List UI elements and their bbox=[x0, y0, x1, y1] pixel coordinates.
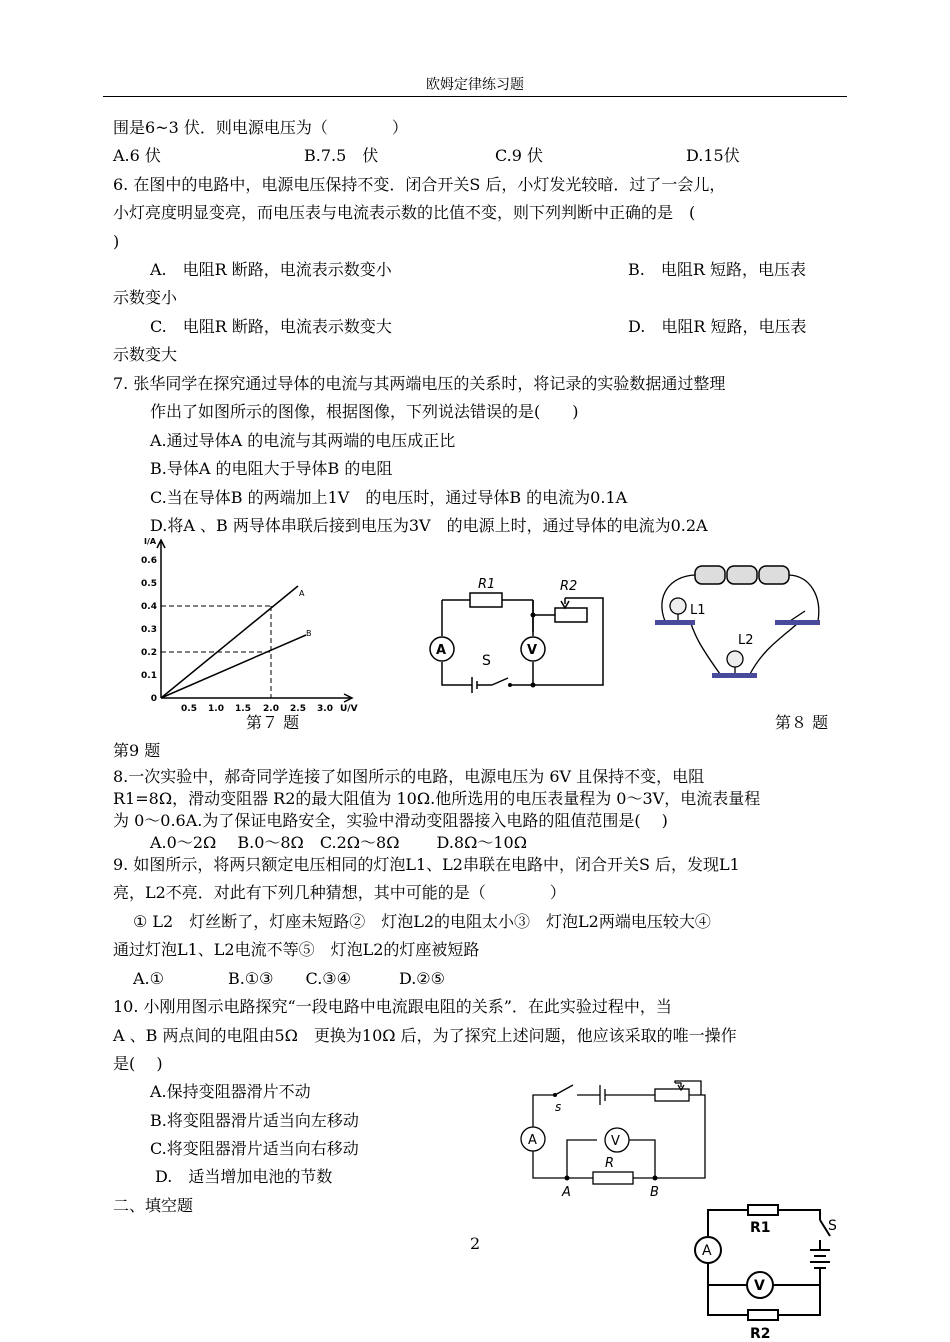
x-tick: 0.5 bbox=[181, 704, 197, 714]
q6-option-d-cont: 示数变大 bbox=[113, 345, 178, 364]
ammeter-label: A bbox=[436, 643, 447, 658]
q5-option-a: A.6 伏 bbox=[113, 146, 161, 165]
q8-line1: 8.一次实验中，郝奇同学连接了如图所示的电路，电源电压为 6V 且保持不变，电阻 bbox=[113, 767, 705, 786]
y-tick: 0 bbox=[150, 694, 157, 704]
circuit-q11 bbox=[688, 1200, 848, 1342]
q8-line3: 为 0～0.6A.为了保证电路安全，实验中滑动变阻器接入电路的阻值范围是( ) bbox=[113, 811, 668, 830]
y-tick: 0.5 bbox=[141, 579, 157, 589]
q9-line4: 通过灯泡L1、L2电流不等⑤ 灯泡L2的灯座被短路 bbox=[113, 940, 480, 959]
q10-voltmeter-label: V bbox=[611, 1134, 620, 1149]
page-number: 2 bbox=[470, 1234, 481, 1253]
q10-switch-label: s bbox=[555, 1100, 562, 1114]
q11-r2-label: R2 bbox=[750, 1326, 771, 1342]
q6-line1: 6. 在图中的电路中，电源电压保持不变．闭合开关S 后，小灯发光较暗．过了一会儿， bbox=[113, 175, 726, 194]
q11-voltmeter-label: V bbox=[754, 1278, 765, 1294]
page-header: 欧姆定律练习题 bbox=[426, 77, 524, 93]
circuit-q10 bbox=[515, 1075, 715, 1203]
q10-option-d: D. 适当增加电池的节数 bbox=[155, 1167, 333, 1186]
r2-label: R2 bbox=[560, 579, 578, 594]
q10-line3: 是( ) bbox=[113, 1054, 163, 1073]
q7-line2: 作出了如图所示的图像，根据图像，下列说法错误的是( ) bbox=[150, 402, 579, 421]
q6-option-c: C. 电阻R 断路，电流表示数变大 bbox=[150, 317, 392, 336]
q7-option-b: B.导体A 的电阻大于导体B 的电阻 bbox=[150, 459, 393, 478]
q10-r-label: R bbox=[605, 1156, 615, 1171]
line-b-label: B bbox=[306, 629, 312, 638]
y-tick: 0.3 bbox=[141, 625, 157, 635]
l2-label: L2 bbox=[738, 633, 754, 648]
x-tick: 2.0 bbox=[263, 704, 279, 714]
q9-line2: 亮，L2不亮．对此有下列几种猜想，其中可能的是（ ） bbox=[113, 883, 566, 902]
y-tick: 0.4 bbox=[141, 602, 157, 612]
q11-r1-label: R1 bbox=[750, 1220, 771, 1236]
q5-option-b: B.7.5 伏 bbox=[304, 146, 379, 165]
q10-ammeter-label: A bbox=[528, 1133, 537, 1148]
q9-line3: ① L2 灯丝断了，灯座未短路② 灯泡L2的电阻太小③ 灯泡L2两端电压较大④ bbox=[133, 912, 711, 931]
q7-line1: 7. 张华同学在探究通过导体的电流与其两端电压的关系时，将记录的实验数据通过整理 bbox=[113, 374, 726, 393]
q10-point-b: B bbox=[650, 1185, 659, 1200]
q6-line2: 小灯亮度明显变亮，而电压表与电流表示数的比值不变，则下列判断中正确的是 ( bbox=[113, 203, 696, 222]
section-title: 二、填空题 bbox=[113, 1196, 194, 1215]
q10-option-a: A.保持变阻器滑片不动 bbox=[150, 1082, 311, 1101]
q5-option-d: D.15伏 bbox=[686, 146, 740, 165]
y-tick: 0.6 bbox=[141, 556, 157, 566]
x-tick: 1.5 bbox=[235, 704, 251, 714]
q6-line3: ) bbox=[113, 232, 120, 251]
q9-options: A.① B.①③ C.③④ D.②⑤ bbox=[133, 969, 445, 988]
q6-option-b: B. 电阻R 短路，电压表 bbox=[628, 260, 806, 279]
q10-line2: A 、B 两点间的电阻由5Ω 更换为10Ω 后，为了探究上述问题，他应该采取的唯一操作 bbox=[113, 1026, 737, 1045]
q10-option-c: C.将变阻器滑片适当向右移动 bbox=[150, 1139, 359, 1158]
voltmeter-label: V bbox=[527, 643, 538, 658]
caption-fig8: 第８ 题 bbox=[775, 713, 829, 732]
q9-line1: 9. 如图所示，将两只额定电压相同的灯泡L1、L2串联在电路中，闭合开关S 后，发现L1 bbox=[113, 855, 740, 874]
x-tick: 3.0 bbox=[317, 704, 333, 714]
q7-option-d: D.将A 、B 两导体串联后接到电压为3V 的电源上时，通过导体的电流为0.2A bbox=[150, 516, 708, 535]
q10-option-b: B.将变阻器滑片适当向左移动 bbox=[150, 1111, 359, 1130]
q11-switch-label: S bbox=[828, 1218, 837, 1234]
q10-line1: 10. 小刚用图示电路探究“一段电路中电流跟电阻的关系”．在此实验过程中，当 bbox=[113, 997, 672, 1016]
line-a-label: A bbox=[299, 589, 305, 598]
y-tick: 0.1 bbox=[141, 671, 157, 681]
q5-option-c: C.9 伏 bbox=[495, 146, 544, 165]
graph-ylabel: I/A bbox=[144, 537, 157, 546]
x-tick: 1.0 bbox=[208, 704, 224, 714]
r1-label: R1 bbox=[478, 577, 496, 592]
caption-fig7: 第７ 题 bbox=[246, 713, 300, 732]
q6-option-d: D. 电阻R 短路，电压表 bbox=[628, 317, 807, 336]
switch-label: S bbox=[482, 653, 491, 669]
q6-option-a: A. 电阻R 断路，电流表示数变小 bbox=[150, 260, 392, 279]
circuit-q9-bulbs bbox=[650, 556, 830, 691]
q6-option-b-cont: 示数变小 bbox=[113, 288, 178, 307]
l1-label: L1 bbox=[690, 603, 706, 618]
iu-graph bbox=[128, 536, 358, 716]
x-tick: 2.5 bbox=[290, 704, 306, 714]
q8-options: A.0～2Ω B.0～8Ω C.2Ω～8Ω D.8Ω～10Ω bbox=[150, 833, 527, 852]
q11-ammeter-label: A bbox=[702, 1243, 712, 1259]
header-rule bbox=[103, 96, 847, 97]
circuit-q8 bbox=[420, 570, 610, 695]
graph-xlabel: U/V bbox=[340, 704, 358, 714]
q7-option-c: C.当在导体B 的两端加上1V 的电压时，通过导体B 的电流为0.1A bbox=[150, 488, 628, 507]
y-tick: 0.2 bbox=[141, 648, 157, 658]
q8-line2: R1=8Ω，滑动变阻器 R2的最大阻值为 10Ω.他所选用的电压表量程为 0～3V，电流表量程 bbox=[113, 789, 761, 808]
q5-stem: 围是6~3 伏．则电源电压为（ ） bbox=[113, 118, 408, 137]
caption-fig9: 第9 题 bbox=[113, 741, 161, 760]
q10-point-a: A bbox=[562, 1185, 571, 1200]
q7-option-a: A.通过导体A 的电流与其两端的电压成正比 bbox=[150, 431, 456, 450]
